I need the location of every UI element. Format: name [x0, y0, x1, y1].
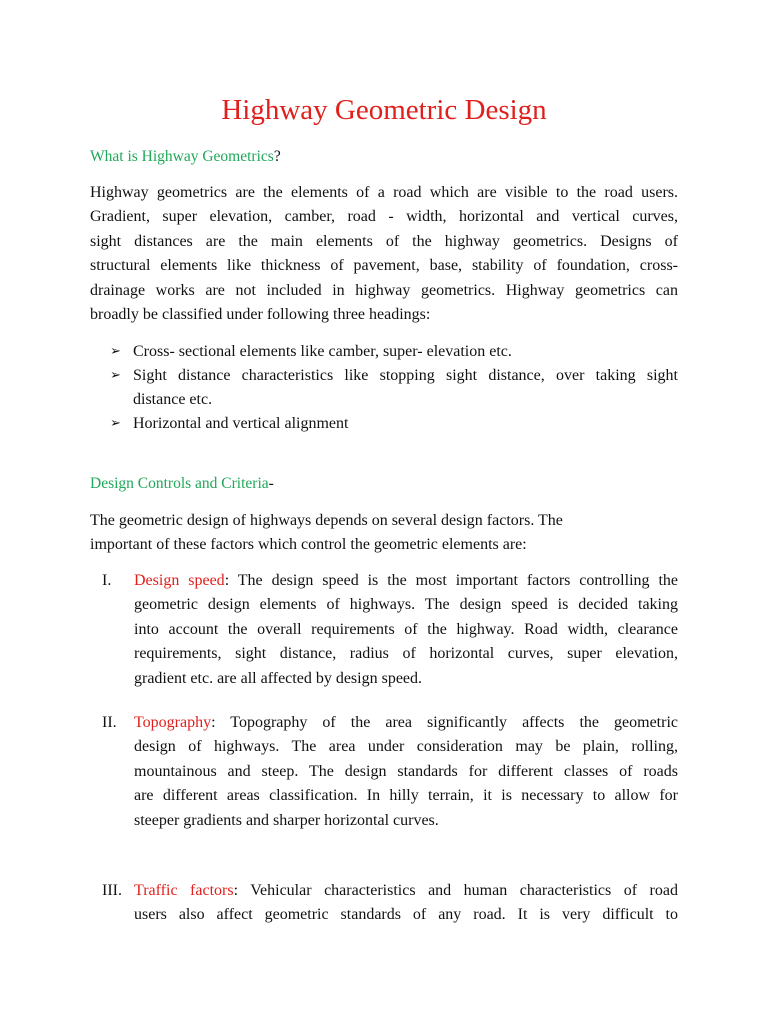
page-title: Highway Geometric Design	[221, 94, 547, 126]
bullet-line: Sight distance characteristics like stopping sight distance, over taking sight	[133, 367, 678, 384]
item-first-line	[134, 711, 678, 735]
item-term: Traffic factors	[134, 882, 234, 899]
numbered-item-topography	[90, 711, 678, 833]
item-first-line	[134, 879, 678, 903]
bullet-line: distance etc.	[133, 391, 213, 408]
numbered-item-design-speed	[90, 569, 678, 691]
paragraph-line: sight distances are the main elements of the highway geometrics. Designs of	[90, 232, 678, 250]
item-line: design of highways. The area under consideration may be plain, rolling,	[134, 738, 678, 756]
bullet-line: Cross- sectional elements like camber, super- elevation etc.	[133, 343, 512, 360]
item-line: users also affect geometric standards of any road. It is very difficult to	[134, 906, 678, 924]
paragraph-line: drainage works are not included in highway geometrics. Highway geometrics can	[90, 281, 678, 299]
heading-text: What is Highway Geometrics	[90, 148, 274, 165]
bullet-line: Horizontal and vertical alignment	[133, 415, 349, 432]
numbered-item-traffic-factors	[90, 879, 678, 928]
item-first-line-text: : Vehicular characteristics and human characteristics of road	[233, 882, 678, 899]
section-heading-highway-geometrics	[90, 146, 281, 168]
item-first-line-text: : Topography of the area significantly affects the geometric	[211, 714, 678, 731]
list-item	[90, 340, 678, 364]
item-numeral: II.	[102, 714, 117, 731]
list-item	[90, 412, 678, 436]
item-line: into account the overall requirements of the highway. Road width, clearance	[134, 620, 678, 638]
item-first-line-text: : The design speed is the most important factors controlling the	[224, 572, 678, 589]
paragraph-line: Highway geometrics are the elements of a road which are visible to the road users.	[90, 184, 678, 201]
heading-suffix: -	[268, 475, 274, 492]
arrow-bullet-icon: ➢	[110, 416, 121, 431]
paragraph-highway-geometrics	[90, 181, 678, 327]
heading-suffix: ?	[273, 148, 281, 165]
paragraph-line: broadly be classified under following three headings:	[90, 305, 431, 323]
paragraph-line: structural elements like thickness of pavement, base, stability of foundation, cross-	[90, 257, 678, 275]
arrow-bullet-icon: ➢	[110, 368, 121, 383]
list-item	[90, 364, 678, 412]
item-line: mountainous and steep. The design standards for different classes of roads	[134, 762, 678, 780]
item-line: gradient etc. are all affected by design speed.	[134, 669, 423, 687]
item-first-line	[134, 569, 678, 593]
bullet-list	[90, 340, 678, 436]
paragraph-design-controls	[90, 509, 678, 558]
paragraph-line: important of these factors which control the geometric elements are:	[90, 536, 527, 554]
item-numeral: III.	[102, 882, 122, 899]
item-term: Design speed	[134, 572, 225, 589]
item-term: Topography	[134, 714, 212, 731]
paragraph-line: Gradient, super elevation, camber, road - width, horizontal and vertical curves,	[90, 208, 678, 226]
item-line: geometric design elements of highways. The design speed is decided taking	[134, 596, 678, 614]
item-numeral: I.	[102, 572, 112, 589]
paragraph-line: The geometric design of highways depends on several design factors. The	[90, 512, 563, 529]
item-line: steeper gradients and sharper horizontal curves.	[134, 811, 439, 829]
item-line: are different areas classification. In hilly terrain, it is necessary to allow for	[134, 787, 678, 805]
arrow-bullet-icon: ➢	[110, 344, 121, 359]
item-line: requirements, sight distance, radius of horizontal curves, super elevation,	[134, 645, 678, 663]
heading-text: Design Controls and Criteria	[90, 475, 269, 492]
section-heading-design-controls	[90, 473, 274, 495]
